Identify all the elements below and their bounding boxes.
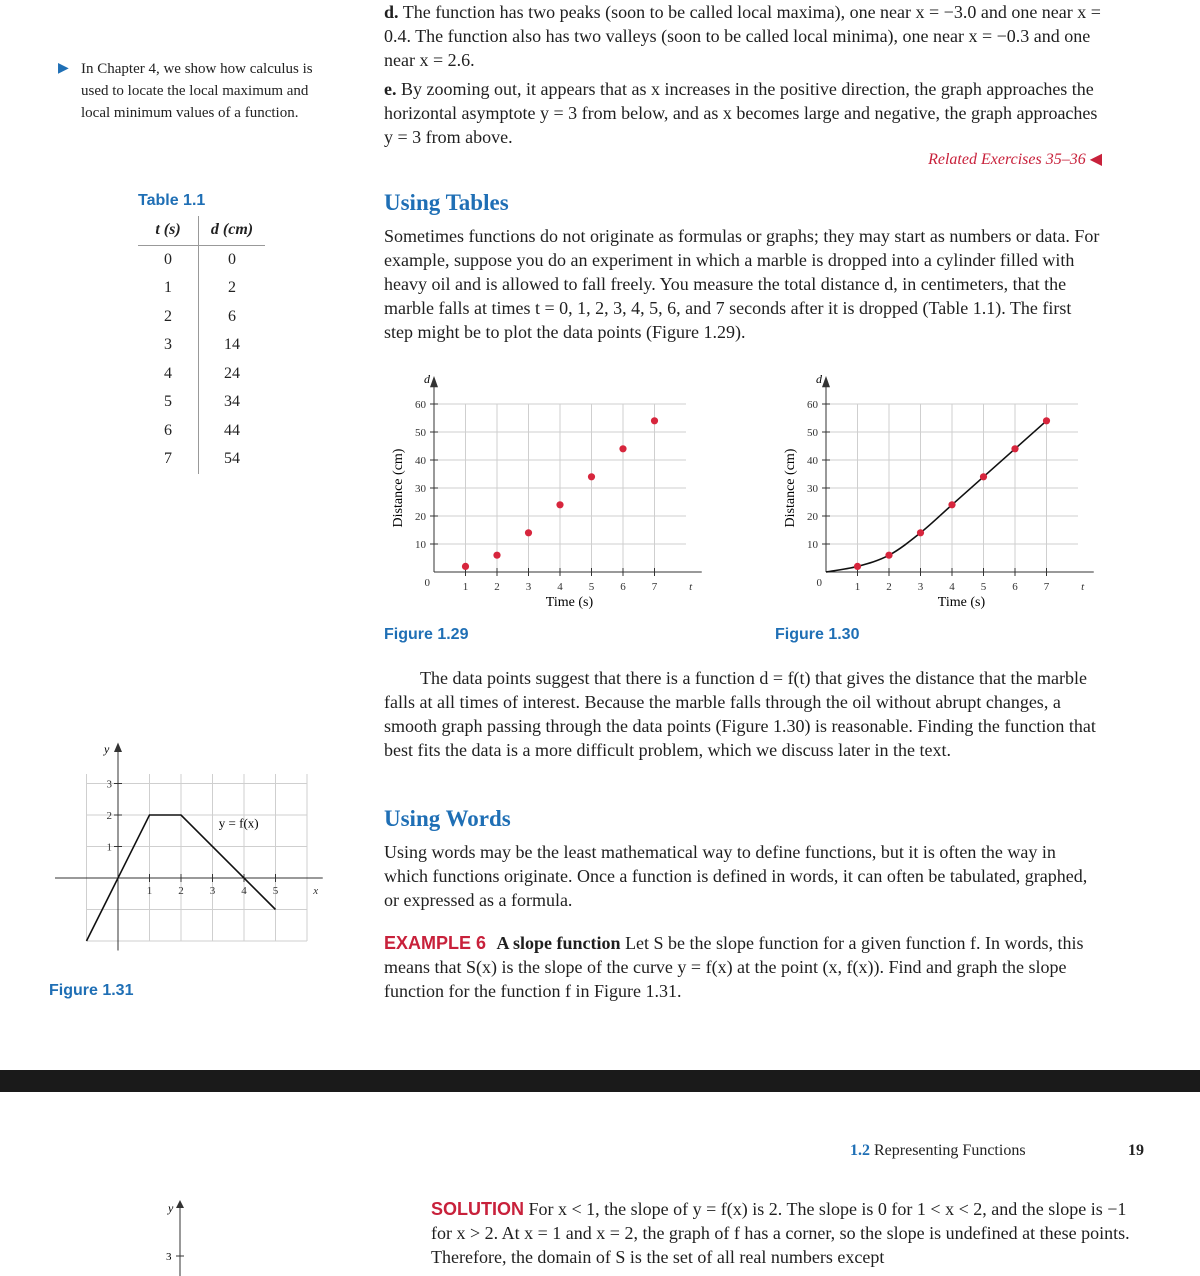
- t-axis-label: t: [1081, 581, 1085, 593]
- list-label-d: d.: [384, 2, 399, 22]
- x-tick-label: 4: [241, 885, 247, 897]
- left-arrow-icon: ◀: [1089, 151, 1102, 168]
- table-cell-t: 5: [138, 388, 199, 417]
- data-point: [854, 563, 861, 570]
- y-tick-label: 30: [415, 483, 426, 495]
- y-tick-label: 20: [807, 511, 818, 523]
- data-point: [651, 417, 658, 424]
- next-figure-tick-label: 3: [166, 1251, 172, 1263]
- y-axis-title: Distance (cm): [391, 448, 406, 528]
- triangle-bullet-icon: ▶: [58, 61, 69, 76]
- table-cell-d: 54: [224, 450, 240, 468]
- example-6: [384, 931, 1102, 1003]
- d-axis-label: d: [816, 371, 822, 386]
- table-cell-d: 6: [228, 307, 236, 325]
- table-row: [138, 417, 265, 446]
- table-row: [138, 331, 265, 360]
- related-exercises-text: Related Exercises 35–36: [928, 151, 1086, 168]
- x-tick-label: 5: [588, 581, 595, 593]
- table-row: [138, 360, 265, 389]
- list-text-e: By zooming out, it appears that as x increases in the positive direction, the graph approaches the horizontal asymptote y = 3 from below, and as x becomes large and negative, the graph approaches y = 3 from above.: [384, 79, 1098, 147]
- section-tables-paragraph: Sometimes functions do not originate as formulas or graphs; they may start as numbers or data. For example, suppose you do an experiment in which a marble is dropped into a cylinder filled with heavy oil and is allowed to fall freely. You measure the total distance d, in centimeters, that the marble falls at times t = 0, 1, 2, 3, 4, 5, 6, and 7 seconds after it is dropped (Table 1.1). The first step might be to plot the data points (Figure 1.29).: [384, 226, 1100, 342]
- list-text-d: The function has two peaks (soon to be called local maxima), one near x = −3.0 and one near x = 0.4. The function also has two valleys (soon to be called local minima), one near x = −0.3 and one near x = 2.6.: [384, 2, 1101, 70]
- y-tick-label: 10: [807, 539, 818, 551]
- figure-1-30-chart: [774, 362, 1114, 624]
- y-axis-title: Distance (cm): [783, 448, 798, 528]
- table-cell-t: 1: [138, 274, 199, 303]
- section-heading-words: Using Words: [384, 806, 511, 831]
- table-cell-t: 4: [138, 360, 199, 389]
- x-tick-label: 1: [146, 885, 153, 897]
- x-tick-label: 7: [1043, 581, 1050, 593]
- table-cell-d: 44: [224, 421, 240, 439]
- figure-1-31-label: Figure 1.31: [49, 982, 134, 999]
- section-words-paragraph: Using words may be the least mathematical way to define functions, but it is often the way in which functions originate. Once a function is defined in words, it can often be tabulated, graphed, or expressed as a formula.: [384, 842, 1088, 910]
- table-cell-t: 6: [138, 417, 199, 446]
- x-tick-label: 7: [651, 581, 658, 593]
- y-axis-arrow-icon: [430, 376, 438, 387]
- table-cell-d: 2: [228, 279, 236, 297]
- y-tick-label: 40: [415, 455, 426, 467]
- figure-1-29-label: Figure 1.29: [384, 626, 469, 643]
- y-tick-label: 40: [807, 455, 818, 467]
- table-row: [138, 445, 265, 474]
- x-tick-label: 5: [272, 885, 279, 897]
- y-tick-label: 1: [106, 841, 112, 854]
- smooth-curve: [826, 421, 1047, 572]
- example-title: A slope function: [496, 933, 621, 953]
- origin-label: 0: [816, 577, 822, 589]
- table-cell-d: 14: [224, 336, 240, 354]
- y-tick-label: 50: [415, 427, 426, 439]
- y-tick-label: 50: [807, 427, 818, 439]
- y-axis-arrow-icon: [822, 376, 830, 387]
- figure-1-30-label: Figure 1.30: [775, 626, 860, 643]
- y-tick-label: 60: [807, 399, 818, 411]
- example-text: Let S be the slope function for a given function f. In words, this means that S(x) is the slope of the curve y = f(x) at the point (x, f(x)). Find and graph the slope function for the function f in Figure 1.31.: [384, 933, 1084, 1001]
- margin-note: [58, 58, 338, 124]
- solution-text: For x < 1, the slope of y = f(x) is 2. The slope is 0 for 1 < x < 2, and the slope is −1 for x > 2. At x = 1 and x = 2, the graph of f has a corner, so the slope is undefined at these points. Therefore, the domain of S is the set of all real numbers except: [431, 1199, 1130, 1267]
- table-cell-d: 34: [224, 393, 240, 411]
- table-header-t: t (s): [138, 216, 199, 245]
- x-tick-label: 6: [620, 581, 626, 593]
- table-row: [138, 274, 265, 303]
- list-label-e: e.: [384, 79, 397, 99]
- y-tick-label: 3: [106, 778, 112, 791]
- x-tick-label: 3: [525, 581, 532, 593]
- x-tick-label: 4: [557, 581, 563, 593]
- data-point: [1043, 417, 1050, 424]
- table-header-d: d (cm): [199, 216, 266, 245]
- y-axis-label: y: [104, 741, 110, 756]
- x-tick-label: 2: [494, 581, 500, 593]
- y-tick-label: 30: [807, 483, 818, 495]
- example-tag: EXAMPLE 6: [384, 933, 487, 953]
- table-title: Table 1.1: [138, 192, 206, 209]
- section-heading-tables: Using Tables: [384, 190, 509, 215]
- figure-1-29-chart: [382, 362, 722, 624]
- x-tick-label: 1: [462, 581, 469, 593]
- d-axis-label: d: [424, 371, 430, 386]
- y-tick-label: 60: [415, 399, 426, 411]
- table-row: [138, 388, 265, 417]
- list-item-d: [384, 0, 1104, 72]
- x-tick-label: 6: [1012, 581, 1018, 593]
- margin-note-text: In Chapter 4, we show how calculus is used to locate the local maximum and local minimum values of a function.: [81, 61, 313, 121]
- x-tick-label: 2: [178, 885, 184, 897]
- x-axis-title: Time (s): [545, 595, 594, 610]
- data-point: [1011, 445, 1018, 452]
- data-point: [493, 552, 500, 559]
- table-cell-d: 0: [228, 250, 236, 268]
- data-point: [525, 529, 532, 536]
- solution-tag: SOLUTION: [431, 1199, 524, 1219]
- data-point: [917, 529, 924, 536]
- curve-label: y = f(x): [218, 815, 259, 831]
- x-tick-label: 1: [854, 581, 861, 593]
- table-row: [138, 245, 265, 274]
- x-axis-label: x: [313, 885, 319, 897]
- x-tick-label: 5: [980, 581, 987, 593]
- solution-block: [431, 1197, 1143, 1269]
- data-table: [138, 216, 265, 474]
- x-axis-title: Time (s): [937, 595, 986, 610]
- t-axis-label: t: [689, 581, 693, 593]
- data-point: [588, 473, 595, 480]
- page-number: 19: [1128, 1142, 1144, 1159]
- page-separator: [0, 1070, 1200, 1092]
- x-tick-label: 2: [886, 581, 892, 593]
- figure-1-31-chart: [40, 730, 340, 960]
- x-tick-label: 4: [949, 581, 955, 593]
- list-item-e: [384, 77, 1104, 149]
- table-cell-t: 0: [138, 245, 199, 274]
- x-tick-label: 3: [917, 581, 924, 593]
- running-header: [850, 1142, 1026, 1160]
- y-tick-label: 10: [415, 539, 426, 551]
- table-cell-d: 24: [224, 364, 240, 382]
- next-figure-axis: [150, 1198, 210, 1276]
- table-row: [138, 303, 265, 332]
- data-point: [980, 473, 987, 480]
- data-point: [556, 501, 563, 508]
- section-title: Representing Functions: [874, 1142, 1026, 1159]
- axis-arrow-icon: [176, 1200, 184, 1208]
- table-1-1: [138, 192, 265, 474]
- table-cell-t: 2: [138, 303, 199, 332]
- next-figure-y-label: y: [168, 1201, 174, 1215]
- related-exercises-link[interactable]: [880, 149, 1102, 169]
- y-tick-label: 20: [415, 511, 426, 523]
- data-point: [885, 552, 892, 559]
- data-point: [948, 501, 955, 508]
- table-cell-t: 7: [138, 445, 199, 474]
- data-point: [619, 445, 626, 452]
- y-tick-label: 2: [106, 810, 112, 822]
- smooth-graph-paragraph: The data points suggest that there is a function d = f(t) that gives the distance that the marble falls at all times of interest. Because the marble falls through the oil without abrupt changes, a smooth graph passing through the data points (Figure 1.30) is reasonable. Finding the function that best fits the data is a more difficult problem, which we discuss later in the text.: [384, 668, 1096, 760]
- x-tick-label: 3: [209, 885, 216, 897]
- origin-label: 0: [424, 577, 430, 589]
- y-axis-arrow-icon: [114, 743, 122, 752]
- table-cell-t: 3: [138, 331, 199, 360]
- data-point: [462, 563, 469, 570]
- section-number: 1.2: [850, 1142, 870, 1159]
